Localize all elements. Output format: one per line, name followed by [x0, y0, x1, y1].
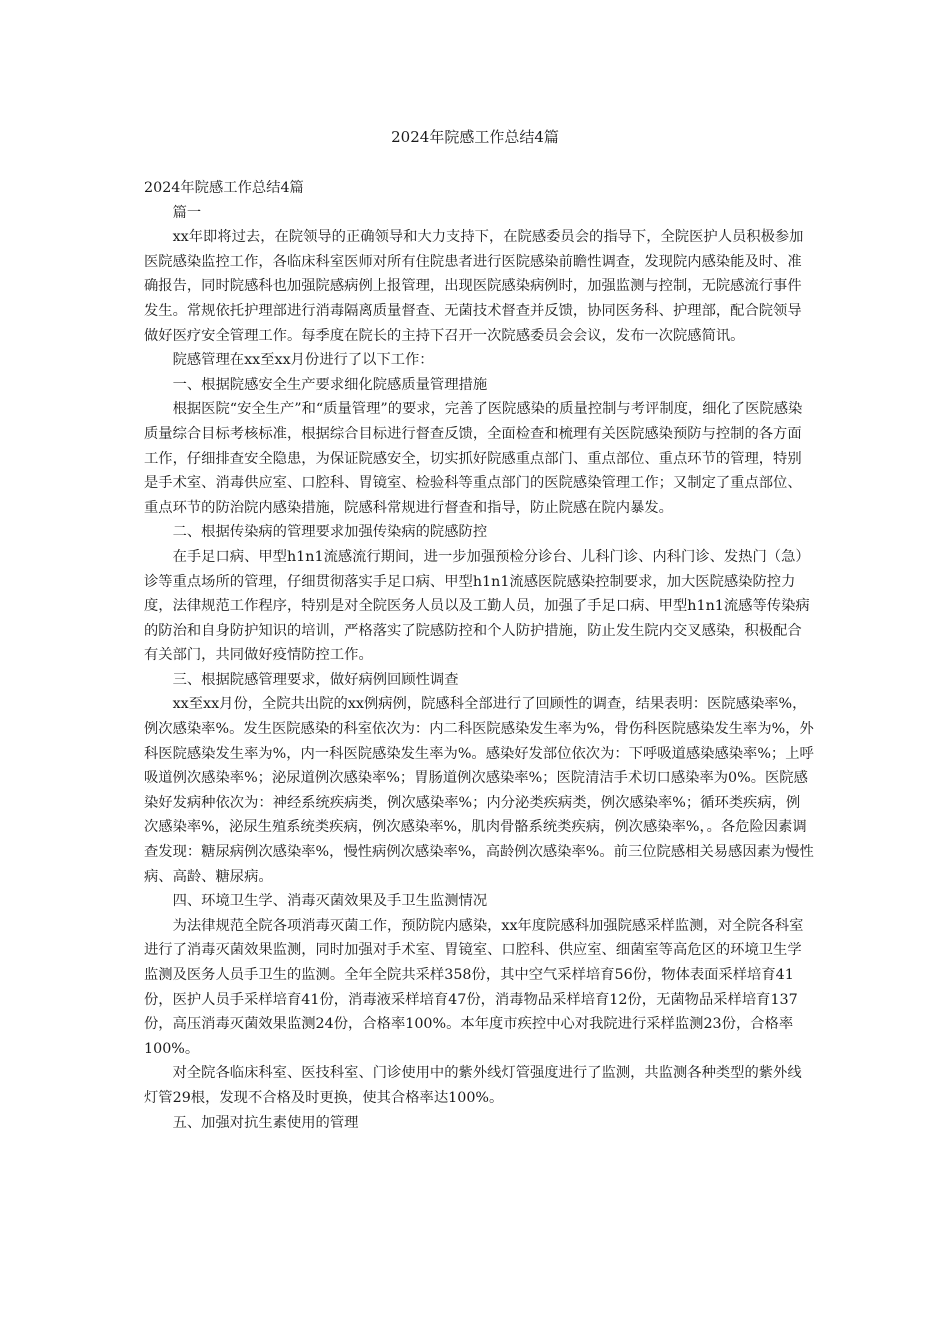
section-label: 篇一 [172, 204, 202, 221]
page-title: 2024年院感工作总结4篇 [391, 128, 559, 146]
paragraph-intro: xx年即将过去，在院领导的正确领导和大力支持下，在院感委员会的指导下，全院医护人员积极参加医院感染监控工作，各临床科室医师对所有住院患者进行医院感染前瞻性调查，发现院内感染能及时、准确报告，同时院感科也加强院感病例上报管理，出现医院感染病例时，加强监测与控制，无院感流行事件发生。常规依托护理部进行消毒隔离质量督查、无菌技术督查并反馈，协同医务科、护理部，配合院领导做好医疗安全管理工作。每季度在院长的主持下召开一次院感委员会会议，发布一次院感简讯。 [144, 229, 804, 344]
section-heading-4: 四、环境卫生学、消毒灭菌效果及手卫生监测情况 [172, 893, 488, 910]
paragraph-work-list: 院感管理在xx至xx月份进行了以下工作： [172, 352, 434, 369]
document-body [144, 176, 814, 1135]
paragraph-2: 在手足口病、甲型h1n1流感流行期间，进一步加强预检分诊台、儿科门诊、内科门诊、发热门（急）诊等重点场所的管理，仔细贯彻落实手足口病、甲型h1n1流感医院感染控制要求，加大医院感染防控力度，法律规范工作程序，特别是对全院医务人员以及工勤人员，加强了手足口病、甲型h1n1流感等传染病的防治和自身防护知识的培训，严格落实了院感防控和个人防护措施，防止发生院内交叉感染，积极配合有关部门，共同做好疫情防控工作。 [144, 548, 810, 664]
paragraph-4: 为法律规范全院各项消毒灭菌工作，预防院内感染，xx年度院感科加强院感采样监测，对全院各科室进行了消毒灭菌效果监测，同时加强对手术室、胃镜室、口腔科、供应室、细菌室等高危区的环境卫生学监测及医务人员手卫生的监测。全年全院共采样358份，其中空气采样培育56份，物体表面采样培育41份，医护人员手采样培育41份，消毒液采样培育47份，消毒物品采样培育12份，无菌物品采样培育137份，高压消毒灭菌效果监测24份，合格率100%。本年度市疾控中心对我院进行采样监测23份，合格率100%。 [144, 917, 804, 1057]
paragraph-1: 根据医院“安全生产”和“质量管理”的要求，完善了医院感染的质量控制与考评制度，细化了医院感染质量综合目标考核标准，根据综合目标进行督查反馈，全面检查和梳理有关医院感染预防与控制的各方面工作，仔细排查安全隐患，为保证院感安全，切实抓好院感重点部门、重点部位、重点环节的管理，特别是手术室、消毒供应室、口腔科、胃镜室、检验科等重点部门的医院感染管理工作；又制定了重点部位、重点环节的防治院内感染措施，院感科常规进行督查和指导，防止院感在院内暴发。 [144, 401, 803, 516]
section-heading-3: 三、根据院感管理要求，做好病例回顾性调查 [172, 671, 459, 688]
doc-heading: 2024年院感工作总结4篇 [144, 180, 304, 196]
section-heading-1: 一、根据院感安全生产要求细化院感质量管理措施 [172, 376, 488, 393]
section-heading-5: 五、加强对抗生素使用的管理 [172, 1114, 359, 1131]
paragraph-5: 对全院各临床科室、医技科室、门诊使用中的紫外线灯管强度进行了监测，共监测各种类型的紫外线灯管29根，发现不合格及时更换，使其合格率达100%。 [144, 1065, 802, 1106]
paragraph-3: xx至xx月份，全院共出院的xx例病例，院感科全部进行了回顾性的调查，结果表明：医院感染率%，例次感染率%。发生医院感染的科室依次为：内二科医院感染发生率为%，骨伤科医院感染发生率为%，外科医院感染发生率为%，内一科医院感染发生率为%。感染好发部位依次为：下呼吸道感染感染率%；上呼吸道例次感染率%；泌尿道例次感染率%；胃肠道例次感染率%；医院清洁手术切口感染率为0%。医院感染好发病种依次为：神经系统疾病类，例次感染率%；内分泌类疾病类，例次感染率%；循环类疾病，例次感染率%，泌尿生殖系统类疾病，例次感染率%，肌肉骨骼系统类疾病，例次感染率%，。各危险因素调查发现：糖尿病例次感染率%，慢性病例次感染率%，高龄例次感染率%。前三位院感相关易感因素为慢性病、高龄、糖尿病。 [144, 696, 814, 885]
section-heading-2: 二、根据传染病的管理要求加强传染病的院感防控 [172, 524, 488, 541]
